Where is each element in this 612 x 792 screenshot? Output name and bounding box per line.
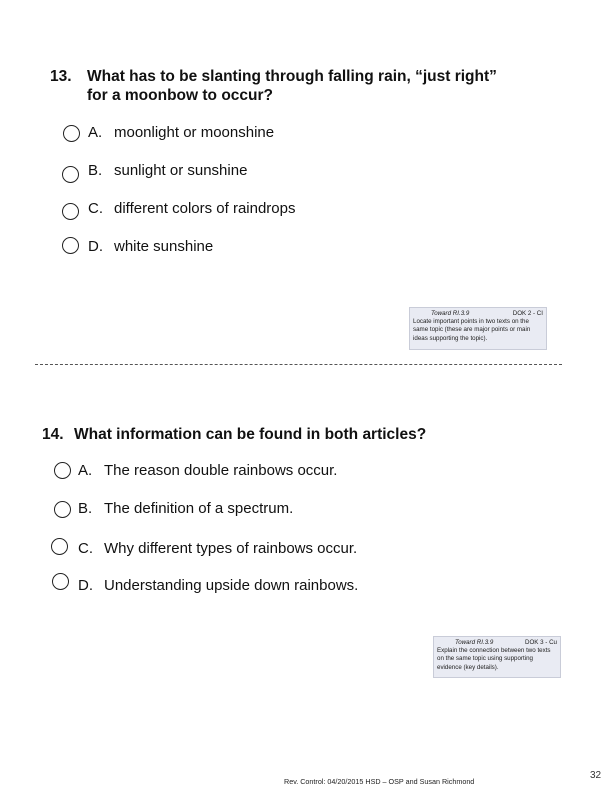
- revision-footer: Rev. Control: 04/20/2015 HSD – OSP and Susan Richmond: [284, 777, 475, 786]
- standard-description: Explain the connection between two texts on the same topic using supporting evidence (key details).: [437, 647, 551, 671]
- standard-code: Toward RI.3.9: [455, 639, 494, 646]
- option-text: The reason double rainbows occur.: [104, 462, 338, 479]
- option-text: moonlight or moonshine: [114, 124, 275, 141]
- question-14-title: [42, 425, 572, 444]
- option-letter: A.: [78, 462, 93, 479]
- option-text: different colors of raindrops: [114, 200, 296, 217]
- radio-option-a[interactable]: [54, 462, 71, 479]
- option-text: white sunshine: [114, 238, 214, 255]
- option-letter: A.: [88, 124, 103, 141]
- radio-option-b[interactable]: [54, 501, 71, 518]
- radio-option-b[interactable]: [62, 166, 79, 183]
- radio-option-c[interactable]: [62, 203, 79, 220]
- option-letter: D.: [78, 577, 93, 594]
- option-text: Understanding upside down rainbows.: [104, 577, 359, 594]
- option-text: Why different types of rainbows occur.: [104, 540, 358, 557]
- option-c[interactable]: [78, 540, 357, 558]
- option-c[interactable]: [88, 200, 296, 218]
- section-divider: [35, 364, 562, 365]
- option-b[interactable]: [88, 162, 247, 180]
- option-a[interactable]: [78, 462, 337, 480]
- option-text: sunlight or sunshine: [114, 162, 248, 179]
- dok-level: DOK 2 - CI: [512, 310, 543, 317]
- question-text-line2: for a moonbow to occur?: [87, 87, 273, 104]
- option-text: The definition of a spectrum.: [104, 500, 294, 517]
- standard-code: Toward RI.3.9: [431, 310, 470, 317]
- radio-option-c[interactable]: [51, 538, 68, 555]
- option-letter: C.: [88, 200, 103, 217]
- option-letter: D.: [88, 238, 103, 255]
- standard-box-q13: [409, 307, 547, 350]
- dok-level: DOK 3 - Cu: [525, 639, 557, 646]
- radio-option-d[interactable]: [52, 573, 69, 590]
- option-a[interactable]: [88, 124, 274, 142]
- option-d[interactable]: [78, 577, 358, 595]
- option-d[interactable]: [88, 238, 213, 256]
- option-letter: C.: [78, 540, 93, 557]
- option-b[interactable]: [78, 500, 293, 518]
- standard-description: Locate important points in two texts on the same topic (these are major points or main ideas supporting the topic).: [413, 318, 531, 342]
- question-text: What has to be slanting through falling rain, “just right”: [87, 68, 497, 85]
- standard-box-q14: [433, 636, 561, 678]
- radio-option-d[interactable]: [62, 237, 79, 254]
- question-text: What information can be found in both articles?: [74, 426, 427, 443]
- question-number: 14.: [42, 426, 64, 443]
- option-letter: B.: [88, 162, 103, 179]
- option-letter: B.: [78, 500, 93, 517]
- question-13-title: [50, 67, 570, 105]
- question-number: 13.: [50, 68, 72, 85]
- page-number: 32: [590, 770, 602, 781]
- radio-option-a[interactable]: [63, 125, 80, 142]
